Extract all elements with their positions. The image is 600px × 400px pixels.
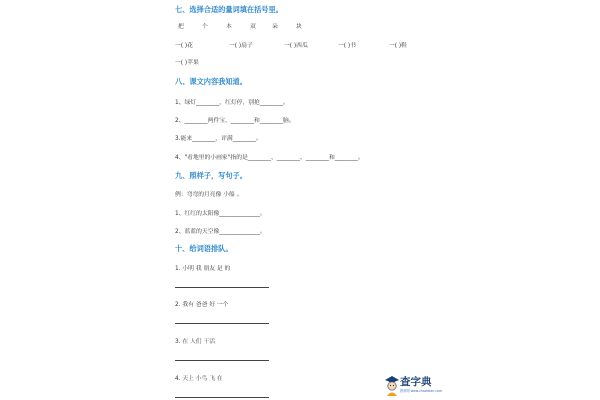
example-sentence: 例：弯弯的月亮像 小船 。 xyxy=(175,192,243,198)
word-order-item: 4. 天上 小鸟 飞 在 xyxy=(175,376,223,382)
word-option: 个 xyxy=(202,24,208,30)
section-10-heading: 十、给词语排队。 xyxy=(175,244,233,253)
measure-word-item: 一( )西瓜 xyxy=(284,43,308,49)
fill-blank-line: 2、________两件宝，________和________脑。 xyxy=(175,118,295,124)
sentence-line: 1、红红的太阳像______________。 xyxy=(175,211,266,217)
word-option: 朵 xyxy=(272,24,278,30)
word-option: 把 xyxy=(178,24,184,30)
fill-blank-line: 3.能来________，评满________。 xyxy=(175,136,262,142)
measure-word-item: 一( )鞋 xyxy=(389,43,407,49)
section-8-heading: 八、课文内容我知道。 xyxy=(175,77,247,86)
logo-text: 查字典 xyxy=(400,376,432,388)
logo-subtext: 教育网 www.chazidian.com xyxy=(400,389,443,393)
sentence-line: 2、蓝蓝的天空像______________。 xyxy=(175,229,266,235)
measure-word-item: 一( )花 xyxy=(175,43,193,49)
answer-line xyxy=(175,397,269,398)
section-7-heading: 七、选择合适的量词填在括号里。 xyxy=(175,5,283,14)
word-order-item: 1. 小明 我 朋友 是 的 xyxy=(175,266,231,272)
word-order-item: 3. 在 人们 干活 xyxy=(175,339,216,345)
measure-word-item: 一( )书 xyxy=(338,43,356,49)
word-option: 本 xyxy=(226,24,232,30)
fill-blank-line: 4、"看地里的小画家"指的是________、________、________和________。 xyxy=(175,155,364,161)
word-option: 双 xyxy=(250,24,256,30)
answer-line xyxy=(175,360,269,361)
answer-line xyxy=(175,287,269,288)
chazidian-logo xyxy=(384,374,443,398)
section-9-heading: 九、照样子，写句子。 xyxy=(175,171,247,180)
measure-word-item: 一( )扇子 xyxy=(229,43,253,49)
answer-line xyxy=(175,323,269,324)
measure-word-item: 一( )苹果 xyxy=(175,60,199,66)
word-order-item: 2. 我有 爸爸 好 一个 xyxy=(175,302,229,308)
fill-blank-line: 1、绿灯________，红灯停，别抢________。 xyxy=(175,100,289,106)
word-option: 块 xyxy=(296,24,302,30)
scholar-mascot-icon xyxy=(384,375,400,397)
